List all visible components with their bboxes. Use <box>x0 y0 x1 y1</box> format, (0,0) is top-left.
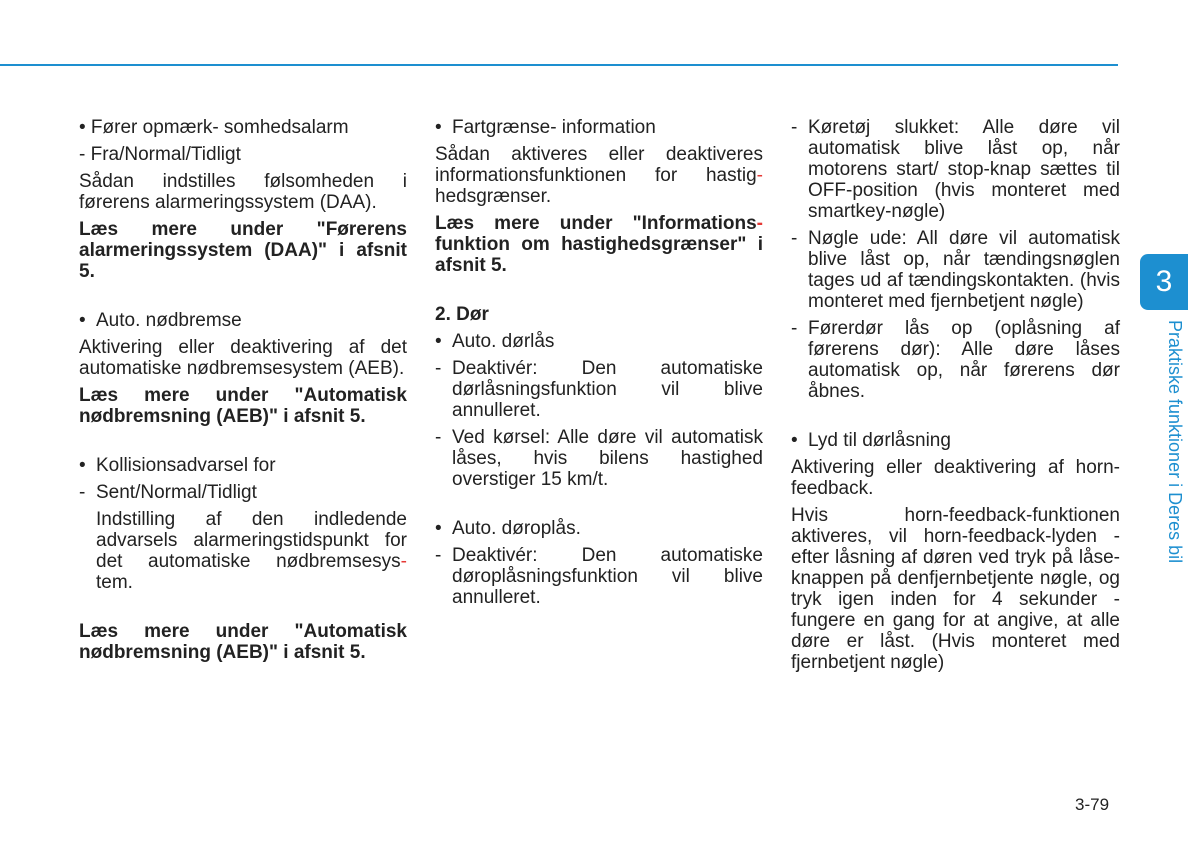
paragraph-speed-limit <box>435 144 763 207</box>
bullet-mark: • <box>791 430 798 451</box>
option-vehicle-off <box>791 117 1120 222</box>
option-late-normal-early <box>79 482 407 503</box>
chapter-number-tab: 3 <box>1140 254 1188 310</box>
option-key-out <box>791 228 1120 312</box>
option-text: Sent/Normal/Tidligt <box>96 482 257 503</box>
bullet-text: Auto. dørlås <box>452 331 555 352</box>
hyphen-mark: - <box>756 213 763 234</box>
bullet-mark: • <box>79 310 86 331</box>
bullet-mark: • <box>435 331 442 352</box>
text-part: Læs mere under "Informations <box>435 213 757 234</box>
paragraph-daa-sensitivity: Sådan indstilles følsomheden i førerens alarmeringssystem (DAA). <box>79 171 407 213</box>
bullet-door-lock-sound <box>791 430 1120 451</box>
bullet-mark: • <box>435 117 442 138</box>
bullet-auto-door-lock <box>435 331 763 352</box>
chapter-title: Praktiske funktioner i Deres bil <box>1165 320 1185 564</box>
option-off-normal-early: - Fra/Normal/Tidligt <box>79 144 241 165</box>
dash-mark: - <box>79 482 86 503</box>
text-part: tem. <box>96 572 133 593</box>
spacer <box>435 496 763 518</box>
option-text: Ved kørsel: Alle døre vil automatisk låses, hvis bilens hastighed overstiger 15 km/t. <box>452 427 763 490</box>
bullet-driver-attention-alert: • Fører opmærk- somhedsalarm <box>79 117 349 138</box>
bullet-text: Kollisionsadvarsel for <box>96 455 276 476</box>
hyphen-mark: - <box>756 165 763 186</box>
bullet-text: Fartgrænse- information <box>452 117 656 138</box>
option-deactivate-unlock <box>435 545 763 608</box>
bullet-mark: • <box>435 518 442 539</box>
paragraph-horn-feedback: Aktivering eller deaktivering af horn-feedback. <box>791 457 1120 499</box>
reference-daa: Læs mere under "Førerens alarmeringssystem (DAA)" i afsnit 5. <box>79 219 407 282</box>
reference-aeb-1: Læs mere under "Automatisk nødbremsning (AEB)" i afsnit 5. <box>79 385 407 427</box>
spacer <box>79 288 407 310</box>
top-rule <box>0 64 1118 66</box>
bullet-text: Auto. døroplås. <box>452 518 581 539</box>
dash-mark: - <box>791 228 798 249</box>
paragraph-aeb: Aktivering eller deaktivering af det automatiske nødbremsesystem (AEB). <box>79 337 407 379</box>
option-text: Førerdør lås op (oplåsning af førerens dør): Alle døre låses automatisk op, når førerens dør åbnes. <box>808 318 1120 402</box>
text-part: Sådan aktiveres eller deaktiveres informationsfunktionen for hastig <box>435 144 763 186</box>
dash-mark: - <box>791 318 798 339</box>
reference-speed-limit <box>435 213 763 276</box>
page-number: 3-79 <box>1075 795 1110 814</box>
paragraph-warning-timing <box>79 509 407 593</box>
option-text: Køretøj slukket: Alle døre vil automatisk blive låst op, når motorens start/ stop-knap sættes til OFF-position (hvis monteret med smartkey-nøgle) <box>808 117 1120 222</box>
bullet-auto-door-unlock <box>435 518 763 539</box>
text-part: Indstilling af den indledende advarsels alarmeringstidspunkt for det automatiske nødbremsesys <box>96 509 407 572</box>
dash-mark: - <box>791 117 798 138</box>
paragraph-horn-feedback-detail: Hvis horn-feedback-funktionen aktiveres, vil horn-feedback-lyden - efter låsning af døren ved tryk på låse-knappen på denfjernbetjente nøgle, og tryk igen inden for 4 sekunder - fungere en gang for at angive, at alle døre er låst. (Hvis monteret med fjernbetjent nøgle) <box>791 505 1120 673</box>
bullet-text: Auto. nødbremse <box>96 310 242 331</box>
option-deactivate-lock <box>435 358 763 421</box>
option-text: Nøgle ude: All døre vil automatisk blive låst op, når tændingsnøglen tages ud af tændingskontakten. (hvis monteret med fjernbetjent nøgle) <box>808 228 1120 312</box>
bullet-auto-emergency-brake <box>79 310 407 331</box>
hyphen-mark: - <box>400 551 407 572</box>
option-text: Deaktivér: Den automatiske døroplåsningsfunktion vil blive annulleret. <box>452 545 763 608</box>
spacer <box>79 433 407 455</box>
option-while-driving <box>435 427 763 490</box>
bullet-speed-limit-info <box>435 117 763 138</box>
column-2 <box>435 117 763 614</box>
bullet-text: Lyd til dørlåsning <box>808 430 951 451</box>
bullet-collision-warning <box>79 455 407 476</box>
spacer <box>79 599 407 621</box>
text-part: hedsgrænser. <box>435 186 552 207</box>
dash-mark: - <box>435 545 442 566</box>
spacer <box>791 408 1120 430</box>
spacer <box>435 282 763 304</box>
option-text: Deaktivér: Den automatiske dørlåsningsfunktion vil blive annulleret. <box>452 358 763 421</box>
text-part: funktion om hastighedsgrænser" i afsnit 5. <box>435 234 763 276</box>
section-heading-door: 2. Dør <box>435 304 489 325</box>
reference-aeb-2: Læs mere under "Automatisk nødbremsning (AEB)" i afsnit 5. <box>79 621 407 663</box>
bullet-mark: • <box>79 455 86 476</box>
option-driver-door-unlock <box>791 318 1120 402</box>
column-1 <box>79 117 407 669</box>
column-3 <box>791 117 1120 679</box>
dash-mark: - <box>435 358 442 379</box>
dash-mark: - <box>435 427 442 448</box>
